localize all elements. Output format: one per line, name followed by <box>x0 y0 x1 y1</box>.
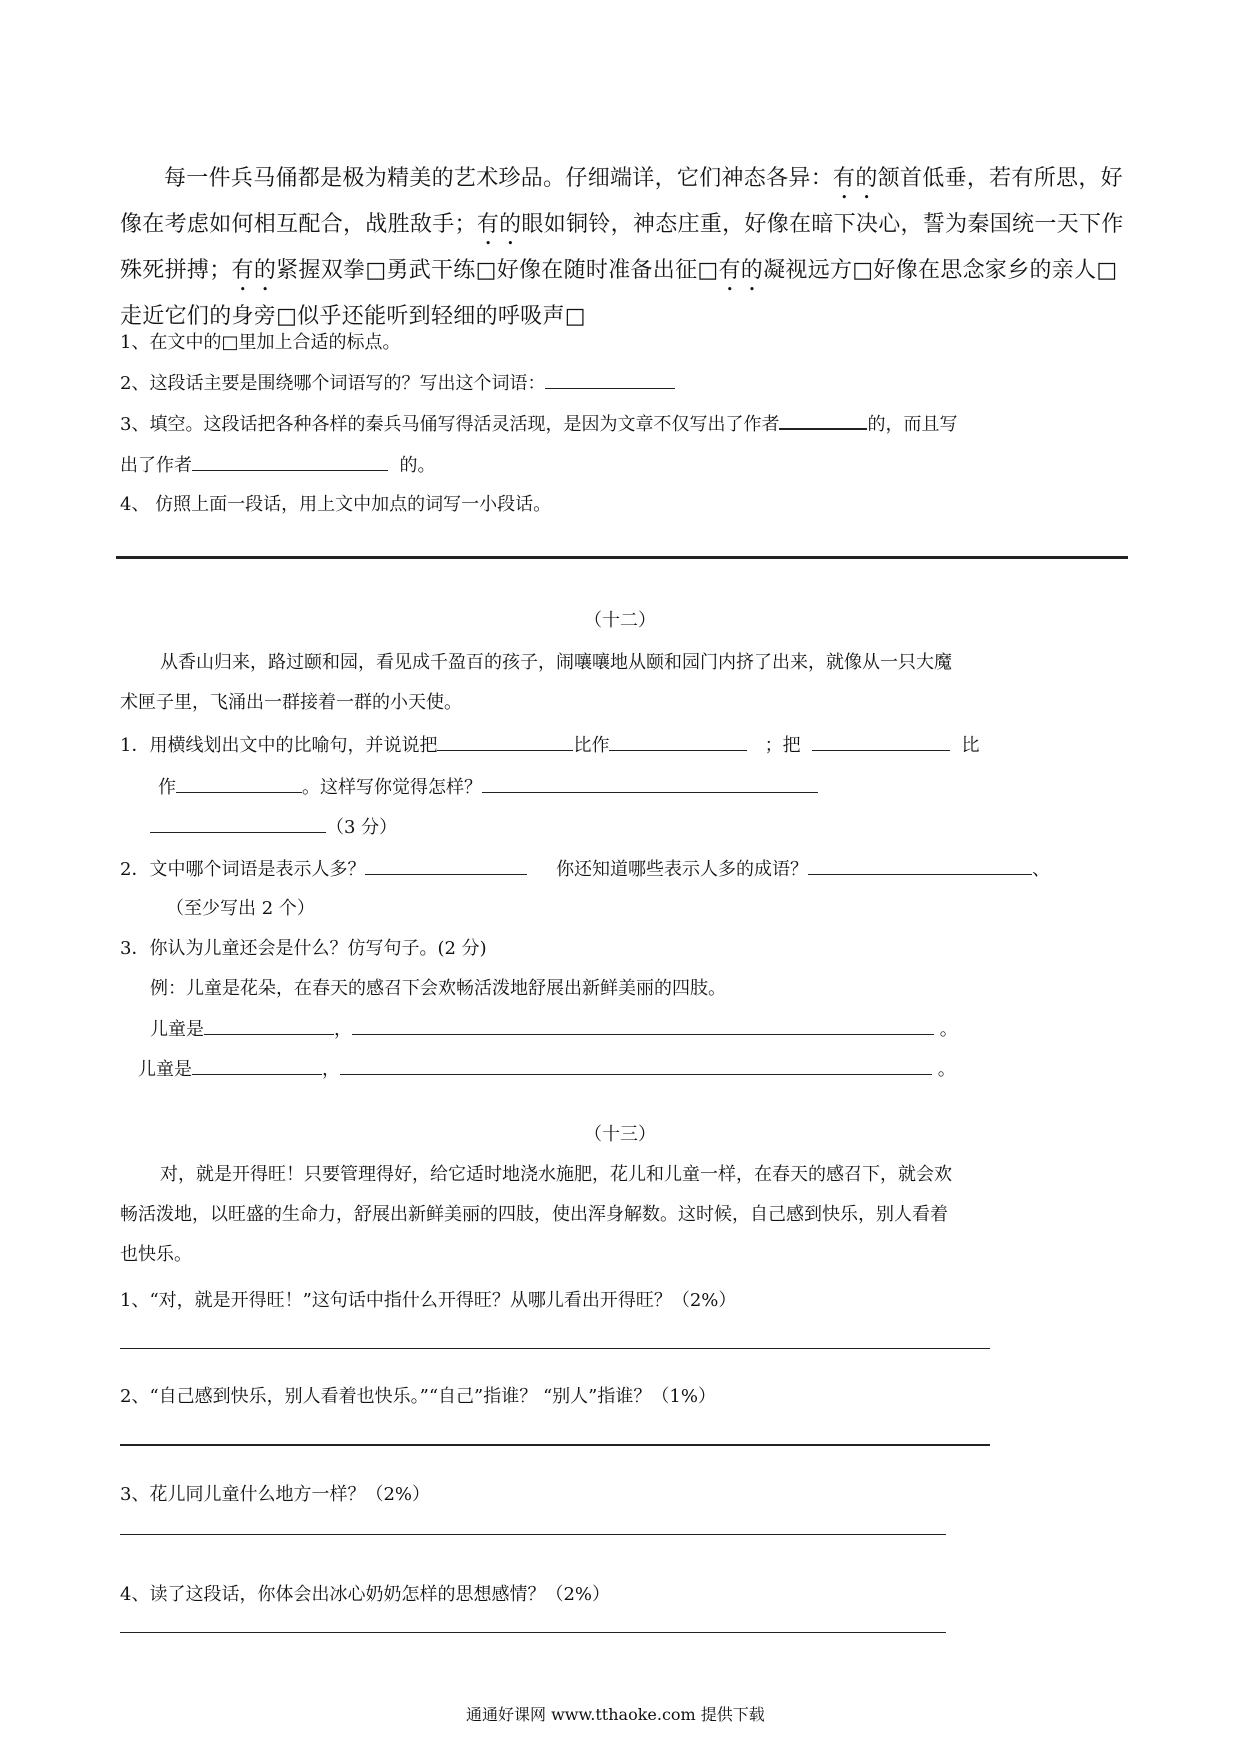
s13-question-3: 3、花儿同儿童什么地方一样？（2%） <box>120 1484 431 1505</box>
s12-heading: （十二） <box>584 610 656 631</box>
dotted-word: 有的 <box>833 166 878 191</box>
passage-terracotta: 每一件兵马俑都是极为精美的艺术珍品。仔细端详，它们神态各异：有的颔首低垂，若有所思，好像在考虑如何相互配合，战胜敌手；有的眼如铜铃，神态庄重，好像在暗下决心，誓为秦国统一天下作殊死拼搏；有的紧握双拳□勇武干练□好像在随时准备出征□有的凝视远方□好像在思念家乡的亲人□走近它们的身旁□似乎还能听到轻细的呼吸声□ <box>120 166 1124 329</box>
s11-question-4: 4、 仿照上面一段话，用上文中加点的词写一小段话。 <box>120 494 552 515</box>
answer-blank[interactable] <box>150 812 326 833</box>
answer-blank[interactable] <box>812 730 950 751</box>
s12-passage-line2: 术匣子里，飞涌出一群接着一群的小天使。 <box>120 692 462 713</box>
s12-question-3: 3．你认为儿童还会是什么？仿写句子。(2 分) <box>120 938 487 959</box>
dotted-word: 有的 <box>231 258 277 283</box>
s11-question-1: 1、在文中的□里加上合适的标点。 <box>120 332 401 353</box>
answer-blank[interactable] <box>340 1054 932 1075</box>
s12-question-2-note: （至少写出 2 个） <box>166 898 315 919</box>
s12-imitation-line-1: 儿童是 ， 。 <box>150 1014 958 1041</box>
answer-line[interactable] <box>120 1534 946 1535</box>
answer-blank[interactable] <box>437 730 573 751</box>
s12-question-2: 2．文中哪个词语是表示人多？ 你还知道哪些表示人多的成语？ 、 <box>120 854 1050 881</box>
answer-blank[interactable] <box>482 772 818 793</box>
answer-blank[interactable] <box>204 1014 334 1035</box>
s13-passage-line3: 也快乐。 <box>120 1244 192 1265</box>
answer-blank[interactable] <box>808 854 1032 875</box>
answer-line[interactable] <box>120 1632 946 1633</box>
answer-blank[interactable] <box>365 854 527 875</box>
answer-line[interactable] <box>120 1348 990 1349</box>
s13-passage-line1: 对，就是开得旺！只要管理得好，给它适时地浇水施肥，花儿和儿童一样，在春天的感召下，就会欢 <box>160 1164 952 1185</box>
dotted-word: 有的 <box>718 258 764 283</box>
s11-question-3: 3、填空。这段话把各种各样的秦兵马俑写得活灵活现，是因为文章不仅写出了作者 的，而且写 <box>120 408 957 436</box>
answer-blank[interactable] <box>352 1014 934 1035</box>
answer-blank[interactable] <box>176 772 302 793</box>
s11-question-2: 2、这段话主要是围绕哪个词语写的？写出这个词语： <box>120 368 675 395</box>
answer-blank[interactable] <box>545 368 675 389</box>
s13-heading: （十三） <box>584 1124 656 1145</box>
s13-question-4: 4、读了这段话，你体会出冰心奶奶怎样的思想感情？（2%） <box>120 1584 611 1605</box>
s12-question-1: 1．用横线划出文中的比喻句，并说说把 比作 ；把 比 <box>120 730 980 757</box>
footer-text: 通通好课网 www.tthaoke.com 提供下载 <box>466 1705 765 1724</box>
s11-question-3-cont: 出了作者 的。 <box>120 450 435 477</box>
s12-imitation-line-2: 儿童是 ， 。 <box>138 1054 956 1081</box>
answer-line[interactable] <box>120 1444 990 1446</box>
s13-question-2: 2、“自己感到快乐，别人看着也快乐。”“自己”指谁？ “别人”指谁？（1%） <box>120 1386 716 1407</box>
s12-question-1-cont: 作 。这样写你觉得怎样？ <box>158 772 818 799</box>
s13-passage-line2: 畅活泼地，以旺盛的生命力，舒展出新鲜美丽的四肢，使出浑身解数。这时候，自己感到快乐，别人看着 <box>120 1204 948 1225</box>
s12-passage-line1: 从香山归来，路过颐和园，看见成千盈百的孩子，闹嚷嚷地从颐和园门内挤了出来，就像从一只大魔 <box>160 652 952 673</box>
s12-example: 例：儿童是花朵，在春天的感召下会欢畅活泼地舒展出新鲜美丽的四肢。 <box>150 978 726 999</box>
s13-question-1: 1、“对，就是开得旺！”这句话中指什么开得旺？从哪儿看出开得旺？（2%） <box>120 1290 737 1311</box>
answer-blank[interactable] <box>779 408 867 430</box>
dotted-word: 有的 <box>476 212 522 237</box>
s12-question-1-score: （3 分） <box>150 812 397 839</box>
answer-blank[interactable] <box>609 730 747 751</box>
section-divider <box>116 556 1128 559</box>
answer-blank[interactable] <box>192 1054 322 1075</box>
answer-blank[interactable] <box>192 450 388 471</box>
